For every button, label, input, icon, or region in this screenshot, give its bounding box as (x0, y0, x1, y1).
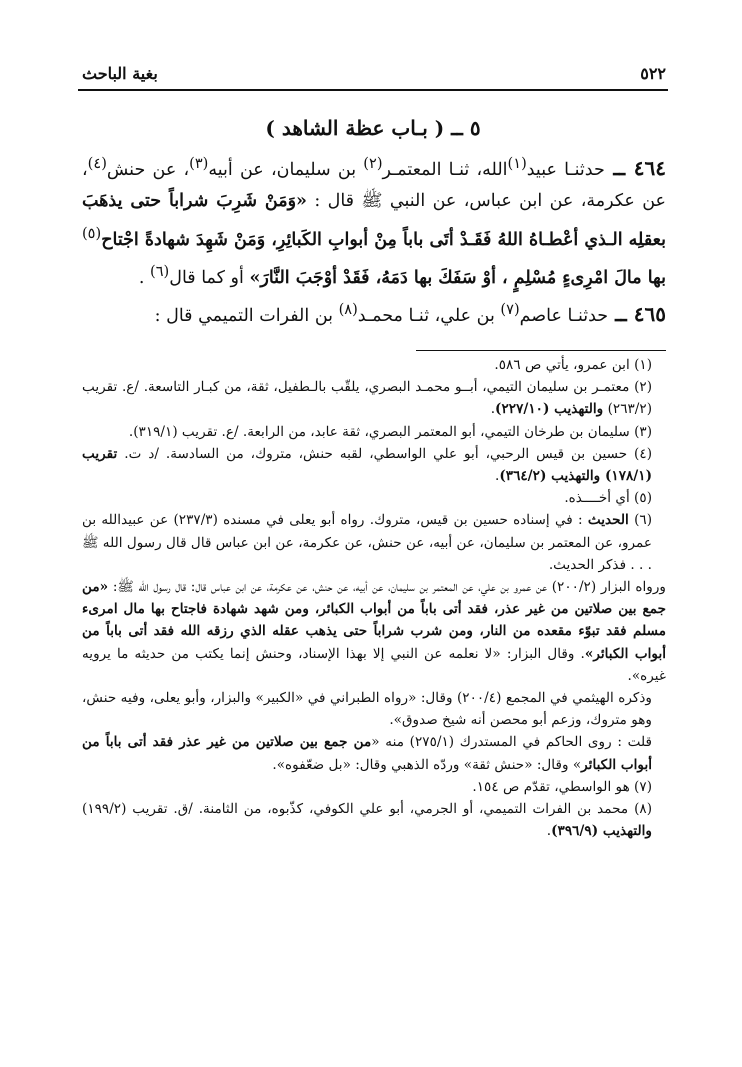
narration-text: ، عن عكرمة، عن ابن عباس، عن النبي ﷺ قال : (82, 159, 666, 212)
footnote-6-haythami: وذكره الهيثمي في المجمع (٢٠٠/٤) وقال: «رواه الطبراني في «الكبير» والبزار، وأبو يعلى، وفيه حنش، وهو متروك، وزعم أبو محصن أنه شيخ صدوق». (82, 690, 652, 729)
hadith-number: ٤٦٥ (633, 302, 666, 327)
footnote-6-qult: قلت : روى الحاكم في المستدرك (٢٧٥/١) منه «من جمع بين صلاتين من غير عذر فقد أتى باباً من أبواب الكبائر» وقال: «حنش ثقة» وردّه الذهبي وقال: «بل ضعّفوه». (82, 734, 652, 773)
narration-text: بن سليمان، عن أبيه (208, 159, 364, 180)
footnote-ref: (٦) (150, 263, 170, 281)
hadith-464 (82, 148, 666, 294)
narration-text: . (138, 267, 151, 288)
narration-text: حدثنـا عاصم (519, 306, 609, 327)
hadith-465 (82, 294, 666, 332)
narration-text: بن الفرات التميمي قال : (154, 306, 339, 327)
header-rule (78, 89, 668, 91)
hadith-number: ٤٦٤ (633, 155, 666, 180)
footnote-2: (٢) معتمـر بن سليمان التيمي، أبــو محمـد البصري، يلقّب بالـطفيل، ثقة، من كبـار التاسعة. /ع. تقريب (٢٦٣/٢) والتهذيب (٢٢٧/١٠). (82, 379, 652, 418)
footnote-ref: (١) (507, 155, 527, 172)
hadith-dash: ــ (604, 155, 634, 180)
narration-text: بن علي، ثنـا محمـد (357, 306, 501, 327)
book-title: بغية الباحث (82, 63, 158, 83)
footnote-separator (416, 350, 666, 351)
footnote-ref: (٤) (87, 155, 107, 172)
page-header (82, 62, 666, 84)
page-number: ٥٢٢ (640, 63, 666, 83)
main-text (82, 148, 666, 333)
footnote-7: (٧) هو الواسطي، تقدّم ص ١٥٤. (472, 778, 652, 795)
hadith-dash: ــ (608, 302, 634, 327)
prophetic-quote: بها مالَ امْرِىءٍ مُسْلِمٍ ، أوْ سَفَكَ بها دَمَهُ، فَقَدْ أوْجَبَ النَّارَ» (249, 267, 666, 288)
footnote-ref: (٢) (363, 155, 383, 172)
chapter-title: ٥ ــ ( بـاب عظة الشاهد ) (265, 116, 481, 140)
footnote-ref: (٣) (189, 155, 209, 172)
footnote-3: (٣) سليمان بن طرخان التيمي، أبو المعتمر البصري، ثقة عابد، من الرابعة. /ع. تقريب (٣١٩/١). (128, 423, 652, 440)
footnotes (82, 354, 666, 842)
footnote-4: (٤) حسين بن قيس الرحبي، أبو علي الواسطي، لقبه حنش، متروك، من السادسة. /د ت. تقريب (١٧٨/١) والتهذيب (٣٦٤/٢). (82, 445, 652, 485)
footnote-ref: (٥) (81, 224, 102, 242)
footnote-1: (١) ابن عمرو، يأتي ص ٥٨٦. (494, 357, 652, 373)
narration-text: أو كما قال (169, 267, 250, 288)
footnote-5: (٥) أي أخــــذه. (564, 490, 652, 507)
narration-text: ، عن حنش (106, 159, 190, 180)
footnote-6-bazzar: ورواه البزار (٢٠٠/٢) عن عمرو بن علي، عن المعتمر بن سليمان، عن أبيه، عن حنش، عن عكرمة، عن ابن عباس قال: قال رسول الله ﷺ: «من جمع بين صلاتين من غير عذر، فقد أتى باباً من أبواب الكبائر، ومن شهد شهادة فاجتاح بها مال امرىء مسلم فقد تبوّء مقعده من النار، ومن شرب شراباً حتى يذهب عقله الذي رزقه الله فقد أتى باباً من أبواب الكبائر». وقال البزار: «لا نعلمه عن النبي إلا بهذا الإسناد، وحنش إنما يكتب من حديثه ما يرويه غيره». (82, 579, 667, 684)
footnote-ref: (٧) (500, 301, 520, 319)
footnote-ref: (٨) (338, 301, 358, 319)
prophetic-quote: «وَمَنْ شَرِبَ شراباً حتى يذهَبَ بعقلِه الـذي أعْطـاهُ اللهُ فَقَـدْ أتَى باباً مِنْ أبوابِ الكَبائِرِ، وَمَنْ شَهِدَ شهادةً اجْتاح (82, 191, 666, 250)
narration-text: حدثنـا عبيد (526, 159, 605, 180)
footnote-8: (٨) محمد بن الفرات التميمي، أو الجرمي، أبو علي الكوفي، كذّبوه، من الثامنة. /ق. تقريب (١٩٩/٢) والتهذيب (٣٩٦/٩). (82, 801, 652, 840)
footnote-6: (٦) الحديث : في إسناده حسين بن قيس، متروك. رواه أبو يعلى في مسنده (٢٣٧/٣) عن عبيدالله بن عمرو، عن المعتمر بن سليمان، عن أبيه، عن حنش، عن عكرمة، عن ابن عباس قال قال رسول الله ﷺ . . . فذكر الحديث. (82, 512, 653, 573)
narration-text: الله، ثنـا المعتمـر (382, 159, 508, 180)
